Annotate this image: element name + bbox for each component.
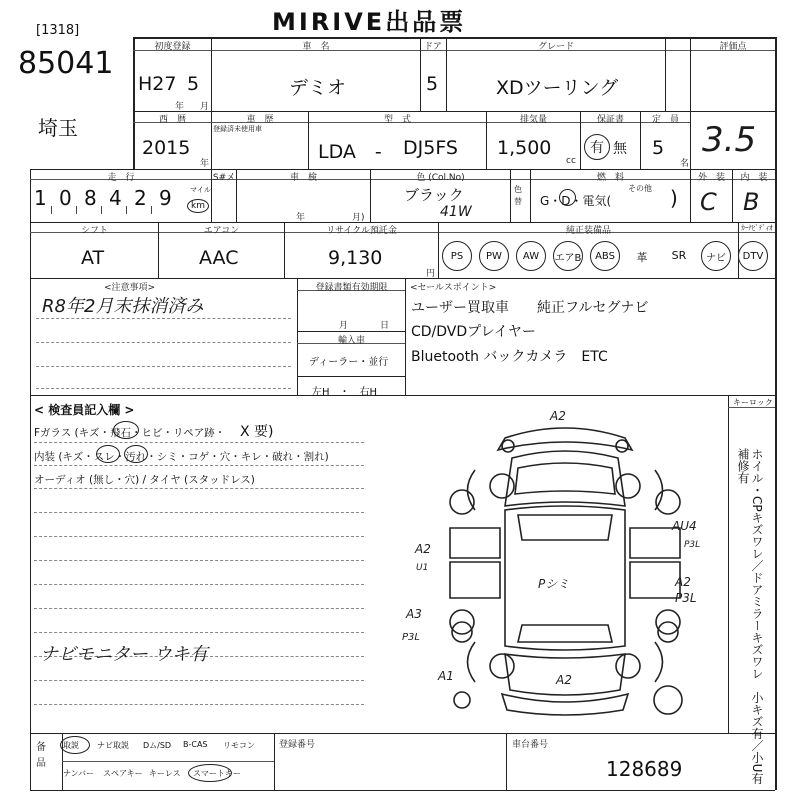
lot-number: 85041 (18, 46, 114, 81)
grid-line (510, 169, 511, 222)
mark-left-door: A2 (415, 542, 431, 556)
selling-label: <セールスポイント> (410, 283, 497, 293)
mileage-digits (31, 186, 181, 216)
dash-line (36, 366, 291, 367)
digit-separator (76, 206, 77, 214)
fuel-options: G・D・電気( (540, 194, 612, 208)
equipment-option: PW (479, 241, 509, 271)
grid-line (211, 37, 212, 169)
chassis-number: 128689 (606, 757, 683, 781)
grid-line (506, 733, 507, 790)
mileage-digit: 1 (34, 186, 47, 210)
mark-rear-left: A1 (438, 669, 454, 683)
car-diagram (402, 409, 710, 730)
mileage-digit: 9 (159, 186, 172, 210)
cc-unit: cc (566, 156, 576, 166)
displacement-value: 1,500 (497, 137, 552, 159)
accessory-item: リモコン (223, 741, 255, 750)
grid-line (297, 376, 405, 377)
mark-right-front: AU4 (672, 519, 697, 533)
equipment-option: エアB (553, 241, 583, 271)
dash-line (36, 388, 291, 389)
model-label: 型 式 (383, 115, 411, 125)
reg-day: 日 (380, 321, 390, 331)
grid-line (274, 733, 275, 790)
key-lock-label: キーロック (733, 398, 773, 407)
accessory-item: 取説 (63, 741, 79, 750)
warranty-yes-circled: 有 (584, 134, 610, 160)
fuel-label: 燃 料 (596, 173, 624, 183)
grade-value: XDツーリング (496, 77, 619, 99)
fuel-close: ) (670, 186, 678, 210)
accessory-item: B-CAS (183, 740, 208, 749)
mark-right-rear: A2 (675, 575, 691, 589)
color-code: 41W (440, 204, 472, 220)
grid-line (30, 278, 775, 279)
selling-line-1: ユーザー買取車 純正フルセグナビ (411, 300, 649, 316)
digit-separator (126, 206, 127, 214)
displacement-label: 排気量 (519, 115, 547, 125)
doors-value: 5 (426, 73, 439, 95)
caution-handwritten: R8年2月末抹消済み (42, 296, 204, 317)
score-value: 3.5 (702, 120, 757, 160)
exterior-value: C (700, 188, 717, 216)
equipment-option: ナビ (701, 241, 731, 271)
grid-line (297, 331, 405, 332)
dealer-parallel: ディーラー・並行 (309, 357, 389, 368)
warranty-no: 無 (613, 141, 627, 157)
warranty-label: 保証書 (596, 115, 624, 125)
model-code: DJ5FS (403, 137, 458, 159)
yen-unit: 円 (426, 269, 436, 279)
equipment-label: 純正装備品 (565, 226, 611, 236)
history-label: 車 歴 (246, 115, 274, 125)
mark-left-rear: A3 (406, 607, 422, 621)
dash-line (34, 465, 364, 466)
model-prefix: LDA - (318, 141, 382, 163)
mark-rear: A2 (556, 673, 572, 687)
unit-mile: マイル (190, 186, 211, 194)
dash-line (34, 560, 364, 561)
equipment-option: DTV (738, 241, 768, 271)
grid-line (30, 169, 31, 790)
interior-stain-circle (124, 445, 148, 463)
extra-label: ｶｰﾅﾋﾞﾃﾞｨｵ (741, 224, 773, 232)
dash-line (36, 342, 291, 343)
shift-label: シフト (80, 226, 108, 236)
recycle-value: 9,130 (328, 247, 383, 269)
dash-line (34, 632, 364, 633)
grid-line (728, 395, 729, 733)
accessory-item: キーレス (149, 769, 181, 778)
mark-right-front-2: P3L (684, 540, 701, 550)
accessory-item: スペアキー (103, 769, 143, 778)
accessories-top (63, 737, 274, 757)
glass-line: Fガラス (キズ・飛石・ヒビ・リペア跡・ (34, 427, 226, 439)
reg-no-label: 登録番号 (279, 740, 316, 750)
first-reg-label: 初度登録 (154, 42, 191, 52)
aircon-value: AAC (199, 247, 239, 269)
mileage-digit: 4 (109, 186, 122, 210)
grid-line (30, 395, 775, 396)
grid-line (690, 37, 691, 169)
dash-line (36, 318, 291, 319)
smeter-label: S#メ (212, 173, 236, 183)
smartkey-circle (188, 764, 232, 782)
mark-right-rear-2: P3L (675, 591, 697, 605)
insp-month-unit: 月) (352, 213, 365, 223)
audio-line: オーディオ (無し・穴) / タイヤ (スタッドレス) (34, 474, 255, 486)
interior-line: 内装 (キズ・スレ・汚れ・シミ・コゲ・穴・キレ・破れ・割れ) (34, 451, 329, 463)
fuel-other: その他 (628, 184, 652, 193)
accessories-bottom (63, 765, 274, 785)
sheet-title: MIRIVE出品票 (272, 8, 467, 36)
year-value: 2015 (142, 137, 191, 159)
inspector-handwritten: ナビモニター ウキ有 (40, 644, 208, 665)
accessory-item: ナンバー (63, 769, 95, 778)
glass-stone-circle (113, 421, 139, 439)
capacity-label: 定 員 (651, 115, 679, 125)
grid-line (775, 37, 777, 790)
grade-label: グレード (537, 42, 574, 52)
dash-line (34, 704, 364, 705)
selling-line-3: Bluetooth バックカメラ ETC (411, 349, 608, 365)
mark-roof: Pシミ (538, 577, 570, 591)
unit-km-circled: km (187, 199, 209, 213)
color-name: ブラック (404, 186, 464, 204)
recycle-label: リサイクル預託金 (326, 226, 397, 236)
dash-line (34, 488, 364, 489)
capacity-value: 5 (652, 137, 665, 159)
interior-label: 内 装 (740, 173, 768, 183)
reg-month: 月 (339, 321, 349, 331)
equipment-option: ABS (590, 241, 620, 271)
year-label: 西 暦 (158, 115, 186, 125)
equipment-option: SR (671, 249, 687, 262)
dash-line (34, 584, 364, 585)
dash-line (34, 680, 364, 681)
accessory-item: スマートキー (193, 769, 241, 778)
accessory-item: ナビ取説 (97, 741, 129, 750)
manual-circle (60, 736, 90, 754)
shift-value: AT (81, 247, 105, 269)
mileage-digit: 2 (134, 186, 147, 210)
caution-label: <注意事項> (104, 283, 156, 293)
history-note: 登録済未使用車 (213, 125, 262, 133)
inspector-label: < 検査員記入欄 > (34, 403, 135, 417)
accessory-item: Dム/SD (143, 741, 172, 750)
capacity-unit: 名 (680, 159, 690, 169)
inspection-label: 車 検 (289, 173, 317, 183)
grid-line (405, 278, 406, 395)
mileage-label: 走 行 (107, 173, 135, 183)
year-value-unit: 年 (200, 159, 210, 169)
grid-line (30, 790, 775, 791)
side-notes: ホイル・CPキズワレ／ドアミラーキズワレ 小キズ有／小U有 補修有 (736, 448, 764, 797)
dash-line (34, 442, 364, 443)
first-reg-era: H27 (138, 73, 177, 95)
grid-line (133, 37, 135, 169)
first-reg-month: 5 (187, 73, 200, 95)
digit-separator (101, 206, 102, 214)
dash-line (34, 608, 364, 609)
mark-left-door-2: U1 (416, 563, 429, 573)
aircon-label: エアコン (203, 226, 240, 236)
grid-line (30, 733, 775, 734)
grid-line (62, 761, 274, 762)
exterior-label: 外 装 (697, 173, 725, 183)
fuel-diesel-circle (559, 189, 576, 206)
reg-docs-label: 登録書類有効期限 (315, 283, 388, 293)
car-name-value: デミオ (289, 77, 347, 99)
accessories-label: 备 品 (36, 742, 46, 769)
grid-line (665, 37, 666, 111)
mileage-digit: 0 (59, 186, 72, 210)
interior-scuff-circle (96, 445, 120, 463)
digit-separator (51, 206, 52, 214)
region-label: 埼玉 (38, 116, 78, 140)
handle-side: 左H ・ 右H (312, 387, 378, 398)
year-unit: 年 (175, 102, 185, 112)
dash-line (34, 512, 364, 513)
glass-need: X 要) (240, 424, 274, 440)
score-label: 評価点 (719, 42, 747, 52)
equipment-option: PS (442, 241, 472, 271)
month-unit: 月 (200, 102, 210, 112)
insp-year-unit: 年 (296, 213, 306, 223)
chassis-label: 車台番号 (512, 740, 549, 750)
mark-front: A2 (550, 409, 566, 423)
import-label: 輸入車 (337, 336, 365, 346)
equipment-option: AW (516, 241, 546, 271)
lot-bracket: [1318] (36, 23, 80, 38)
interior-value: B (743, 188, 760, 216)
digit-separator (151, 206, 152, 214)
mark-left-rear-2: P3L (402, 632, 420, 643)
color-swap-label: 色替 (514, 185, 522, 206)
equipment-option: 革 (636, 251, 648, 264)
equipment-options (440, 241, 775, 273)
dash-line (34, 536, 364, 537)
doors-label: ドア (424, 42, 442, 52)
color-label: 色 (Col.No) (416, 173, 465, 183)
selling-line-2: CD/DVDプレイヤー (411, 324, 536, 340)
mileage-digit: 8 (84, 186, 97, 210)
car-name-label: 車 名 (302, 42, 330, 52)
